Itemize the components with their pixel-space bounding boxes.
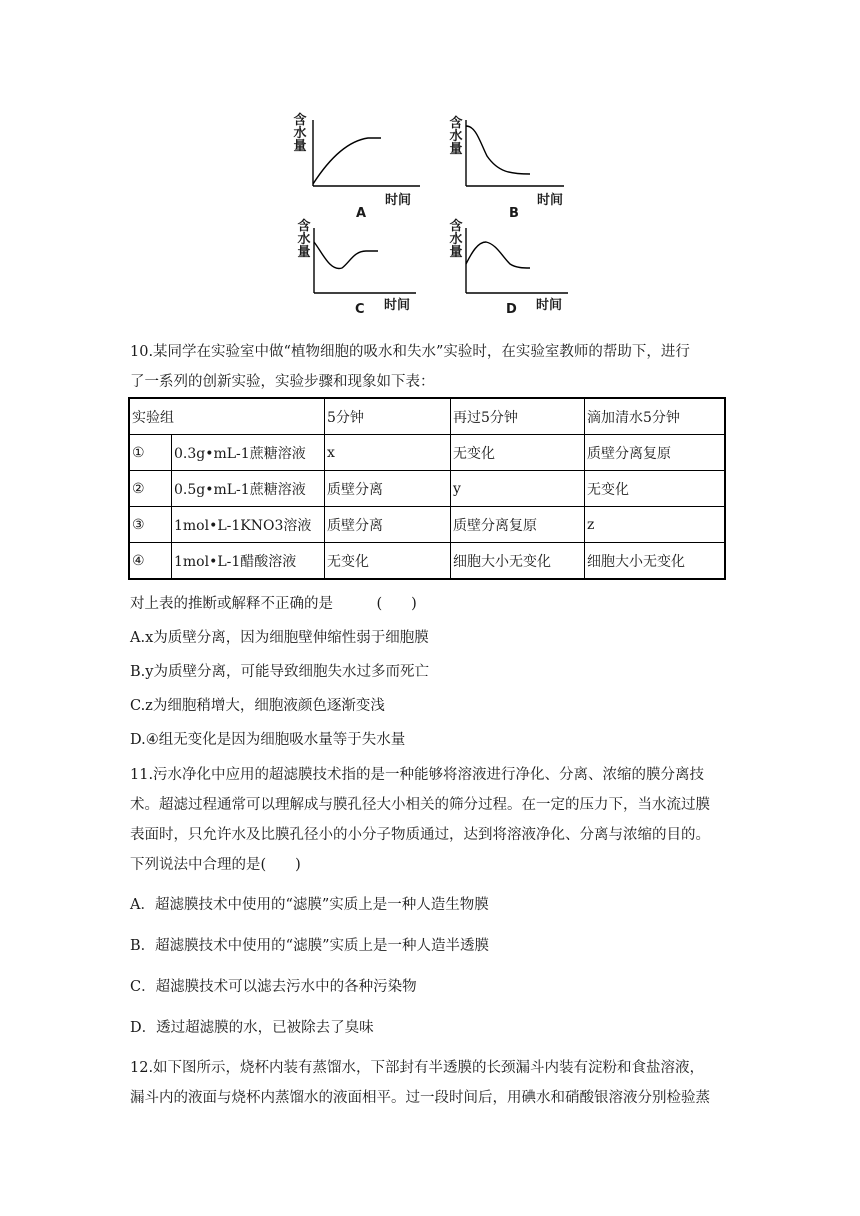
q11-stem-line3: 表面时，只允许水及比膜孔径小的小分子物质通过，达到将溶液净化、分离与浓缩的目的。 (130, 827, 710, 843)
cell-another-5min: 无变化 (451, 435, 585, 471)
cell-5min: x (325, 435, 451, 471)
cell-another-5min: 细胞大小无变化 (451, 543, 585, 580)
q11-option-a: A．超滤膜技术中使用的“滤膜”实质上是一种人造生物膜 (130, 897, 489, 913)
graph-c-plot (292, 218, 432, 298)
q11-stem-line2: 术。超滤过程通常可以理解成与膜孔径大小相关的筛分过程。在一定的压力下，当水流过膜 (130, 797, 710, 813)
cell-solution: 0.5g•mL-1蔗糖溶液 (172, 471, 325, 507)
graph-b (440, 112, 580, 221)
graph-c-ylabel: 含 水 量 (297, 219, 311, 260)
cell-solution: 0.3g•mL-1蔗糖溶液 (172, 435, 325, 471)
q11-stem-line4: 下列说法中合理的是( ) (130, 857, 301, 873)
graph-d-ylabel: 含 水 量 (449, 219, 463, 260)
graph-a (290, 112, 430, 221)
cell-5min: 质壁分离 (325, 471, 451, 507)
cell-solution: 1mol•L-1醋酸溶液 (172, 543, 325, 580)
graph-d-letter: D (506, 302, 517, 317)
graph-d-xlabel: 时间 (536, 298, 563, 313)
cell-group-id: ② (129, 471, 172, 507)
q11-option-c: C．超滤膜技术可以滤去污水中的各种污染物 (130, 979, 417, 995)
q10-option-c: C.z为细胞稍增大，细胞液颜色逐渐变浅 (130, 698, 385, 714)
graph-a-letter: A (356, 206, 367, 221)
table-row (129, 507, 725, 543)
graph-c (292, 218, 432, 318)
q12-stem-line1: 12.如下图所示，烧杯内装有蒸馏水，下部封有半透膜的长颈漏斗内装有淀粉和食盐溶液， (130, 1060, 705, 1076)
graph-b-xlabel: 时间 (537, 193, 564, 208)
header-add-water: 滴加清水5分钟 (585, 398, 726, 435)
graph-b-letter: B (509, 206, 519, 221)
graph-a-ylabel: 含 水 量 (293, 113, 307, 154)
cell-group-id: ④ (129, 543, 172, 580)
q10-option-d: D.④组无变化是因为细胞吸水量等于失水量 (130, 732, 406, 748)
table-row (129, 543, 725, 580)
header-5min: 5分钟 (325, 398, 451, 435)
table-row (129, 435, 725, 471)
graph-a-xlabel: 时间 (385, 193, 412, 208)
cell-group-id: ③ (129, 507, 172, 543)
table-header-row (129, 398, 725, 435)
cell-group-id: ① (129, 435, 172, 471)
cell-5min: 无变化 (325, 543, 451, 580)
q10-stem-line2: 了一系列的创新实验，实验步骤和现象如下表： (130, 374, 435, 390)
graph-a-plot (290, 112, 430, 192)
graph-c-letter: C (355, 302, 365, 317)
q10-option-b: B.y为质壁分离，可能导致细胞失水过多而死亡 (130, 664, 429, 680)
cell-add-water: 无变化 (585, 471, 726, 507)
cell-add-water: 细胞大小无变化 (585, 543, 726, 580)
graph-d-plot (444, 218, 584, 298)
graph-c-xlabel: 时间 (384, 298, 411, 313)
q11-option-d: D．透过超滤膜的水，已被除去了臭味 (130, 1020, 374, 1036)
experiment-table (128, 397, 726, 580)
q12-stem-line2: 漏斗内的液面与烧杯内蒸馏水的液面相平。过一段时间后，用碘水和硝酸银溶液分别检验蒸 (130, 1090, 710, 1106)
cell-5min: 质壁分离 (325, 507, 451, 543)
header-group: 实验组 (129, 398, 325, 435)
q10-question: 对上表的推断或解释不正确的是 ( ) (130, 596, 417, 612)
graph-d (444, 218, 584, 318)
header-another-5min: 再过5分钟 (451, 398, 585, 435)
graph-b-ylabel: 含 水 量 (449, 116, 463, 157)
cell-add-water: z (585, 507, 726, 543)
cell-another-5min: y (451, 471, 585, 507)
cell-another-5min: 质壁分离复原 (451, 507, 585, 543)
q10-option-a: A.x为质壁分离，因为细胞壁伸缩性弱于细胞膜 (130, 630, 429, 646)
cell-add-water: 质壁分离复原 (585, 435, 726, 471)
q11-stem-line1: 11.污水净化中应用的超滤膜技术指的是一种能够将溶液进行净化、分离、浓缩的膜分离技 (130, 767, 705, 783)
graph-b-plot (440, 112, 580, 192)
cell-solution: 1mol•L-1KNO3溶液 (172, 507, 325, 543)
table-row (129, 471, 725, 507)
q11-option-b: B．超滤膜技术中使用的“滤膜”实质上是一种人造半透膜 (130, 938, 489, 954)
q10-stem-line1: 10.某同学在实验室中做“植物细胞的吸水和失水”实验时，在实验室教师的帮助下，进行 (130, 344, 690, 360)
